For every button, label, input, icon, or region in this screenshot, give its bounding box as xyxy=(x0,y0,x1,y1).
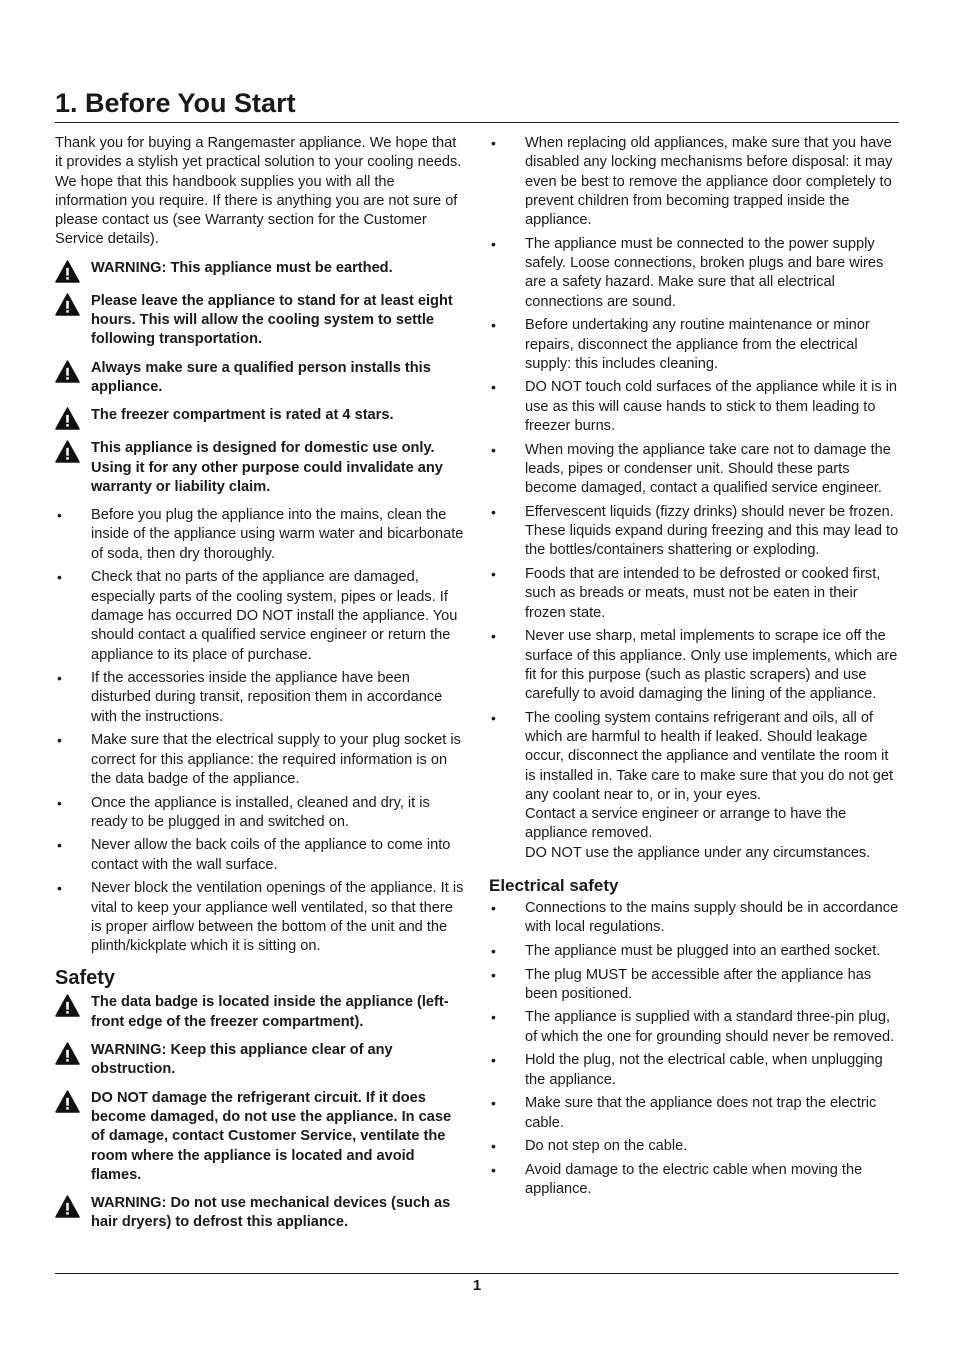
page-title: 1. Before You Start xyxy=(55,84,899,123)
bullet-marker: • xyxy=(491,709,496,726)
list-item-text: Foods that are intended to be defrosted or cooked first, such as breads or meats, must not be eaten in their frozen state. xyxy=(525,566,881,621)
intro-paragraph: Thank you for buying a Rangemaster appliance. We hope that it provides a stylish yet practical solution to your cooling needs. We hope that this handbook supplies you with all the information you require. If there is anything you are not sure of please contact us (see Warranty section for the Customer Service details). xyxy=(55,135,462,248)
warning-item xyxy=(55,259,467,283)
bullet-marker: • xyxy=(491,900,496,917)
list-item xyxy=(55,731,467,789)
list-item xyxy=(55,794,467,833)
warning-triangle-icon xyxy=(55,1041,91,1065)
bullet-marker: • xyxy=(491,566,496,583)
warning-item xyxy=(55,993,467,1032)
list-item-text: DO NOT touch cold surfaces of the appliance while it is in use as this will cause hands to stick to them leading to freezer burns. xyxy=(525,379,898,435)
warning-triangle-icon xyxy=(55,1194,91,1218)
bullet-marker: • xyxy=(491,1009,496,1026)
warning-triangle-icon xyxy=(55,406,91,430)
bullet-marker: • xyxy=(491,317,496,334)
list-item xyxy=(489,316,901,374)
list-item xyxy=(489,1008,901,1047)
bullet-marker: • xyxy=(491,1052,496,1069)
list-item-text: Make sure that the appliance does not trap the electric cable. xyxy=(525,1095,877,1131)
warning-triangle-icon xyxy=(55,439,91,463)
list-item xyxy=(489,1051,901,1090)
warning-triangle-icon xyxy=(55,993,91,1017)
list-item xyxy=(55,568,467,664)
bullet-marker: • xyxy=(491,942,496,959)
warning-triangle-icon xyxy=(55,292,91,316)
bullet-marker: • xyxy=(57,507,62,524)
list-item-text: When moving the appliance take care not to damage the leads, pipes or condenser unit. Should these parts become damaged, contact a qualified service engineer. xyxy=(525,441,891,497)
warning-text: WARNING: Do not use mechanical devices (such as hair dryers) to defrost this appliance. xyxy=(91,1195,451,1231)
bullet-marker: • xyxy=(491,503,496,520)
warning-triangle-icon xyxy=(55,1089,91,1113)
list-item-text xyxy=(525,709,901,863)
list-item xyxy=(489,942,901,961)
list-item xyxy=(489,709,901,863)
warning-text: Please leave the appliance to stand for at least eight hours. This will allow the cooling system to settle following transportation. xyxy=(91,292,453,348)
bullet-marker: • xyxy=(57,732,62,749)
bullet-marker: • xyxy=(57,794,62,811)
warning-text: WARNING: Keep this appliance clear of any obstruction. xyxy=(91,1042,393,1078)
warning-item xyxy=(55,1041,467,1080)
list-item-text: The appliance must be connected to the power supply safely. Loose connections, broken plugs and bare wires are a safety hazard. Make sure that all electrical connections are sound. xyxy=(525,235,884,310)
cooling-system-text: The cooling system contains refrigerant and oils, all of which are harmful to health if leaked. Should leakage occur, disconnect the appliance and ventilate the room it is installed in. Take care to make sure that you do not get any coolant near to, or in, your eyes. xyxy=(525,709,894,803)
warning-text: DO NOT damage the refrigerant circuit. If it does become damaged, do not use the appliance. In case of damage, contact Customer Service, ventilate the room where the appliance is located and avoid flames. xyxy=(91,1089,452,1183)
bullet-marker: • xyxy=(57,880,62,897)
bullet-marker: • xyxy=(491,1161,496,1178)
list-item-text: Check that no parts of the appliance are damaged, especially parts of the cooling system, pipes or leads. If damage has occurred DO NOT install the appliance. You should contact a qualified service engineer or return the appliance to its place of purchase. xyxy=(91,569,458,663)
list-item xyxy=(489,627,901,704)
list-item xyxy=(489,503,901,561)
bullet-marker: • xyxy=(491,135,496,151)
list-item xyxy=(489,966,901,1005)
list-item xyxy=(489,1094,901,1133)
warning-item xyxy=(55,406,467,430)
list-item-text: Never allow the back coils of the appliance to come into contact with the wall surface. xyxy=(91,837,451,873)
list-item-text: Hold the plug, not the electrical cable, when unplugging the appliance. xyxy=(525,1052,883,1088)
list-item xyxy=(489,134,901,230)
warning-item xyxy=(55,292,467,350)
list-item-text: Never block the ventilation openings of the appliance. It is vital to keep your appliance well ventilated, so that there is proper airflow between the bottom of the unit and the plinth/kickplate which it is sitting on. xyxy=(91,880,464,955)
list-item xyxy=(489,378,901,436)
list-item-text: Never use sharp, metal implements to scrape ice off the surface of this appliance. Only use implements, which are fit for this purpose (such as plastic scrapers) and use carefully to avoid damaging the lining of the appliance. xyxy=(525,628,898,703)
list-item-text: The plug MUST be accessible after the appliance has been positioned. xyxy=(525,966,872,1002)
list-item-text: The appliance is supplied with a standard three-pin plug, of which the one for grounding should never be removed. xyxy=(525,1009,895,1045)
bullet-marker: • xyxy=(57,670,62,687)
list-item xyxy=(489,565,901,623)
safety-heading: Safety xyxy=(55,967,116,990)
list-item-text: Avoid damage to the electric cable when moving the appliance. xyxy=(525,1161,863,1197)
warning-text: WARNING: This appliance must be earthed. xyxy=(91,259,393,276)
bullet-marker: • xyxy=(57,569,62,586)
list-item xyxy=(55,506,467,564)
bullet-marker: • xyxy=(491,1138,496,1155)
bullet-marker: • xyxy=(491,1095,496,1112)
list-item xyxy=(489,899,901,938)
cooling-system-do-not-use-text: DO NOT use the appliance under any circumstances. xyxy=(525,844,871,861)
list-item xyxy=(55,836,467,875)
right-column xyxy=(489,134,901,1204)
page-number: 1 xyxy=(472,1277,482,1294)
warning-item xyxy=(55,359,467,398)
warning-text: The freezer compartment is rated at 4 stars. xyxy=(91,407,394,424)
list-item-text: Once the appliance is installed, cleaned and dry, it is ready to be plugged in and switched on. xyxy=(91,794,430,830)
bullet-marker: • xyxy=(57,837,62,854)
list-item-text: Make sure that the electrical supply to your plug socket is correct for this appliance: the required information is on the data badge of the appliance. xyxy=(91,732,461,787)
left-column xyxy=(55,134,467,1242)
warning-triangle-icon xyxy=(55,359,91,383)
list-item-text: Effervescent liquids (fizzy drinks) should never be frozen. These liquids expand during freezing and this may lead to the bottles/containers shattering or exploding. xyxy=(525,503,899,559)
warning-item xyxy=(55,1194,467,1233)
cooling-system-contact-text: Contact a service engineer or arrange to have the appliance removed. xyxy=(525,806,847,842)
warning-text: The data badge is located inside the appliance (left-front edge of the freezer compartment). xyxy=(91,994,449,1030)
list-item-text: Before undertaking any routine maintenance or minor repairs, disconnect the appliance from the electrical supply: this includes cleaning. xyxy=(525,317,870,372)
list-item xyxy=(489,1161,901,1200)
warning-text: Always make sure a qualified person installs this appliance. xyxy=(91,359,431,395)
list-item-text: If the accessories inside the appliance have been disturbed during transit, reposition them in accordance with the instructions. xyxy=(91,670,443,725)
bullet-marker: • xyxy=(491,379,496,396)
bullet-marker: • xyxy=(491,628,496,645)
list-item-text: The appliance must be plugged into an earthed socket. xyxy=(525,942,881,959)
bullet-marker: • xyxy=(491,441,496,458)
list-item xyxy=(55,879,467,956)
footer-divider xyxy=(55,1273,899,1274)
list-item-text: Do not step on the cable. xyxy=(525,1138,688,1155)
list-item-text: Connections to the mains supply should be in accordance with local regulations. xyxy=(525,900,899,936)
warning-text: This appliance is designed for domestic use only. Using it for any other purpose could invalidate any warranty or liability claim. xyxy=(91,440,443,495)
list-item xyxy=(489,1137,901,1156)
list-item xyxy=(55,669,467,727)
bullet-marker: • xyxy=(491,966,496,983)
list-item-text: Before you plug the appliance into the mains, clean the inside of the appliance using warm water and bicarbonate of soda, then dry thoroughly. xyxy=(91,507,464,562)
warning-triangle-icon xyxy=(55,259,91,283)
list-item xyxy=(489,235,901,312)
list-item-text: When replacing old appliances, make sure that you have disabled any locking mechanisms before disposal: it may even be best to remove the appliance door completely to prevent children from becoming trapped inside the appliance. xyxy=(525,135,893,229)
warning-item xyxy=(55,1089,467,1185)
warning-item xyxy=(55,439,467,497)
bullet-marker: • xyxy=(491,235,496,252)
list-item xyxy=(489,441,901,499)
electrical-safety-heading: Electrical safety xyxy=(489,876,619,896)
